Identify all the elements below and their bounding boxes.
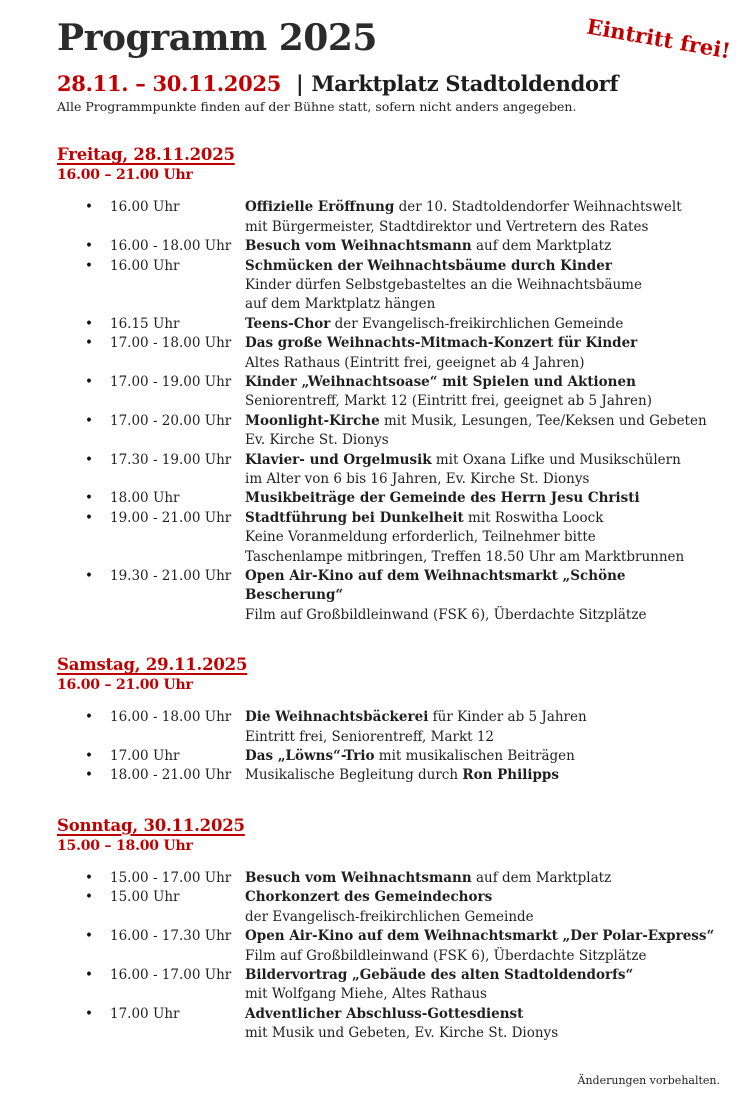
event-time: 18.00 Uhr — [110, 490, 180, 507]
event-title-text: Moonlight-Kirche — [245, 412, 380, 429]
event-time: 15.00 Uhr — [110, 889, 180, 906]
event-description — [245, 489, 720, 508]
event-detail-text: Kinder dürfen Selbstgebasteltes an die Weihnachtsbäume — [245, 276, 642, 293]
event-row — [85, 766, 720, 785]
event-detail-text: Keine Voranmeldung erforderlich, Teilnehmer bitte — [245, 529, 596, 546]
event-description-line — [245, 373, 720, 392]
event-description-line — [245, 1024, 720, 1043]
event-description-line — [245, 412, 720, 431]
bullet-icon: • — [85, 869, 93, 886]
event-title-text: Adventlicher Abschluss-Gottesdienst — [245, 1005, 524, 1022]
event-description — [245, 766, 720, 785]
event-description-line — [245, 218, 720, 237]
bullet-icon: • — [85, 889, 93, 906]
event-title-text: Stadtführung bei Dunkelheit — [245, 509, 464, 526]
event-detail-text: Taschenlampe mitbringen, Treffen 18.50 Uhr am Marktbrunnen — [245, 548, 685, 565]
event-detail-text: im Alter von 6 bis 16 Jahren, Ev. Kirche St. Dionys — [245, 471, 590, 487]
event-detail-text: Film auf Großbildleinwand (FSK 6), Überdachte Sitzplätze — [245, 947, 647, 964]
event-description-line — [245, 966, 720, 985]
event-row — [85, 198, 720, 237]
footer-note: Änderungen vorbehalten. — [577, 1074, 720, 1087]
event-description — [245, 412, 720, 451]
bullet-icon: • — [85, 199, 93, 216]
event-time: 16.00 - 17.00 Uhr — [110, 966, 232, 983]
event-row — [85, 412, 720, 451]
event-description — [245, 966, 720, 1005]
event-description-line — [245, 392, 720, 411]
day-section — [57, 145, 720, 625]
event-row — [85, 237, 720, 256]
event-description-line — [245, 257, 720, 276]
bullet-icon: • — [85, 412, 93, 429]
event-time: 17.00 - 18.00 Uhr — [110, 335, 232, 352]
event-title-text: Chorkonzert des Gemeindechors — [245, 889, 493, 906]
bullet-icon: • — [85, 509, 93, 526]
day-hours: 15.00 – 18.00 Uhr — [57, 837, 193, 854]
event-detail-text: mit Roswitha Loock — [463, 509, 604, 526]
event-title-text: Schmücken der Weihnachtsbäume durch Kinder — [245, 257, 612, 274]
event-title-text: Das „Löwns“-Trio — [245, 748, 375, 765]
event-detail-text: der 10. Stadtoldendorfer Weihnachtswelt — [394, 199, 682, 216]
dateline — [57, 71, 720, 96]
event-title-text: Klavier- und Orgelmusik — [245, 451, 432, 468]
event-description-line — [245, 295, 720, 314]
event-description-line — [245, 431, 720, 450]
event-time: 19.00 - 21.00 Uhr — [110, 509, 232, 526]
event-description-line — [245, 606, 720, 625]
day-heading: Freitag, 28.11.2025 — [57, 145, 235, 165]
event-description — [245, 509, 720, 567]
event-time: 15.00 - 17.00 Uhr — [110, 869, 232, 886]
event-title-text: Musikbeiträge der Gemeinde des Herrn Jesu Christi — [245, 490, 640, 507]
event-detail-text: für Kinder ab 5 Jahren — [428, 709, 587, 726]
event-row — [85, 747, 720, 766]
event-description-line — [245, 276, 720, 295]
event-row — [85, 1005, 720, 1044]
event-detail-text: auf dem Marktplatz — [471, 238, 612, 255]
event-time: 19.30 - 21.00 Uhr — [110, 568, 232, 585]
event-title-text: Die Weihnachtsbäckerei — [245, 709, 429, 726]
event-detail-text: mit Oxana Lifke und Musikschülern — [431, 451, 681, 468]
event-title-text: Bildervortrag „Gebäude des alten Stadtoldendorfs“ — [245, 966, 634, 983]
event-description-line — [245, 315, 720, 334]
event-row — [85, 708, 720, 747]
day-heading: Sonntag, 30.11.2025 — [57, 815, 245, 835]
event-list — [85, 708, 720, 786]
event-time: 18.00 - 21.00 Uhr — [110, 767, 232, 784]
event-row — [85, 966, 720, 1005]
event-description — [245, 927, 720, 966]
bullet-icon: • — [85, 257, 93, 274]
subtitle-note: Alle Programmpunkte finden auf der Bühne statt, sofern nicht anders angegeben. — [57, 99, 577, 115]
event-time: 17.00 Uhr — [110, 748, 180, 765]
day-hours: 16.00 – 21.00 Uhr — [57, 677, 193, 694]
event-description-line — [245, 470, 720, 489]
event-description-line — [245, 927, 720, 946]
separator: | — [296, 71, 304, 97]
event-description — [245, 373, 720, 412]
event-detail-text: auf dem Marktplatz — [471, 869, 612, 886]
event-description — [245, 708, 720, 747]
day-section — [57, 816, 720, 1044]
bullet-icon: • — [85, 966, 93, 983]
event-description — [245, 237, 720, 256]
event-title-text: Offizielle Eröffnung — [245, 199, 395, 216]
event-title-text: Open Air-Kino auf dem Weihnachtsmarkt „Schöne Bescherung“ — [245, 568, 626, 604]
event-detail-text: auf dem Marktplatz hängen — [245, 296, 436, 313]
event-detail-text: Film auf Großbildleinwand (FSK 6), Überdachte Sitzplätze — [245, 606, 647, 623]
date-range: 28.11. – 30.11.2025 — [57, 71, 282, 97]
event-description — [245, 1005, 720, 1044]
event-detail-text: Musikalische Begleitung durch — [245, 767, 463, 784]
event-time: 17.00 - 20.00 Uhr — [110, 412, 232, 429]
event-description-line — [245, 528, 720, 547]
bullet-icon: • — [85, 568, 93, 585]
event-description-line — [245, 728, 720, 747]
event-title-text: Kinder „Weihnachtsoase“ mit Spielen und Aktionen — [245, 373, 636, 390]
event-title-text: Das große Weihnachts-Mitmach-Konzert für Kinder — [245, 335, 638, 352]
event-title-text: Open Air-Kino auf dem Weihnachtsmarkt „Der Polar-Express“ — [245, 928, 715, 945]
day-hours: 16.00 – 21.00 Uhr — [57, 167, 193, 184]
event-row — [85, 373, 720, 412]
page-title: Programm 2025 — [57, 17, 377, 59]
bullet-icon: • — [85, 238, 93, 255]
event-time: 17.00 - 19.00 Uhr — [110, 373, 232, 390]
event-row — [85, 489, 720, 508]
event-description-line — [245, 908, 720, 927]
event-time: 16.15 Uhr — [110, 315, 180, 332]
event-description-line — [245, 354, 720, 373]
event-time: 16.00 Uhr — [110, 257, 180, 274]
day-section — [57, 655, 720, 786]
event-row — [85, 927, 720, 966]
event-list — [85, 869, 720, 1044]
event-description — [245, 567, 720, 625]
event-description — [245, 198, 720, 237]
event-time: 16.00 - 17.30 Uhr — [110, 928, 232, 945]
event-detail-text: der Evangelisch-freikirchlichen Gemeinde — [245, 908, 534, 925]
event-description-line — [245, 747, 720, 766]
bullet-icon: • — [85, 373, 93, 390]
event-description-line — [245, 548, 720, 567]
event-detail-text: der Evangelisch-freikirchlichen Gemeinde — [330, 315, 624, 332]
event-description-line — [245, 708, 720, 727]
event-title-text: Besuch vom Weihnachtsmann — [245, 869, 472, 886]
event-detail-text: Ev. Kirche St. Dionys — [245, 432, 389, 449]
event-detail-text: Eintritt frei, Seniorentreff, Markt 12 — [245, 728, 495, 745]
event-row — [85, 567, 720, 625]
event-description-line — [245, 237, 720, 256]
event-detail-text: mit Musik, Lesungen, Tee/Keksen und Gebeten — [379, 412, 707, 429]
bullet-icon: • — [85, 315, 93, 332]
location: Marktplatz Stadtoldendorf — [311, 71, 619, 97]
event-description-line — [245, 451, 720, 470]
event-detail-text: mit musikalischen Beiträgen — [374, 748, 575, 765]
event-time: 17.30 - 19.00 Uhr — [110, 451, 232, 468]
event-description-line — [245, 869, 720, 888]
event-description — [245, 747, 720, 766]
event-description — [245, 257, 720, 315]
bullet-icon: • — [85, 767, 93, 784]
event-row — [85, 334, 720, 373]
event-row — [85, 888, 720, 927]
free-entry-stamp: Eintritt frei! — [584, 13, 733, 64]
event-description-line — [245, 985, 720, 1004]
event-description — [245, 334, 720, 373]
event-description — [245, 451, 720, 490]
day-heading: Samstag, 29.11.2025 — [57, 655, 248, 675]
event-detail-text: Altes Rathaus (Eintritt frei, geeignet ab 4 Jahren) — [245, 354, 585, 371]
event-description — [245, 315, 720, 334]
event-description-line — [245, 888, 720, 907]
event-description-line — [245, 947, 720, 966]
event-row — [85, 257, 720, 315]
bullet-icon: • — [85, 709, 93, 726]
event-description-line — [245, 334, 720, 353]
event-row — [85, 509, 720, 567]
event-description-line — [245, 198, 720, 217]
event-detail-text: mit Wolfgang Miehe, Altes Rathaus — [245, 986, 487, 1003]
event-title-text: Besuch vom Weihnachtsmann — [245, 238, 472, 255]
event-detail-text: mit Bürgermeister, Stadtdirektor und Vertretern des Rates — [245, 218, 649, 235]
event-description-line — [245, 1005, 720, 1024]
event-description — [245, 888, 720, 927]
bullet-icon: • — [85, 1005, 93, 1022]
event-detail-text: Seniorentreff, Markt 12 (Eintritt frei, geeignet ab 5 Jahren) — [245, 393, 652, 410]
event-detail-text: mit Musik und Gebeten, Ev. Kirche St. Dionys — [245, 1025, 559, 1042]
event-row — [85, 451, 720, 490]
event-description-line — [245, 489, 720, 508]
event-time: 16.00 - 18.00 Uhr — [110, 238, 232, 255]
bullet-icon: • — [85, 928, 93, 945]
program-sections — [57, 145, 720, 1043]
event-time: 16.00 Uhr — [110, 199, 180, 216]
bullet-icon: • — [85, 451, 93, 468]
bullet-icon: • — [85, 335, 93, 352]
event-list — [85, 198, 720, 625]
event-title-text: Teens-Chor — [245, 315, 331, 332]
bullet-icon: • — [85, 748, 93, 765]
event-time: 17.00 Uhr — [110, 1005, 180, 1022]
event-time: 16.00 - 18.00 Uhr — [110, 709, 232, 726]
event-row — [85, 315, 720, 334]
bullet-icon: • — [85, 490, 93, 507]
event-title-text: Ron Philipps — [462, 767, 559, 784]
event-row — [85, 869, 720, 888]
event-description — [245, 869, 720, 888]
event-description-line — [245, 766, 720, 785]
event-description-line — [245, 509, 720, 528]
event-description-line — [245, 567, 720, 606]
